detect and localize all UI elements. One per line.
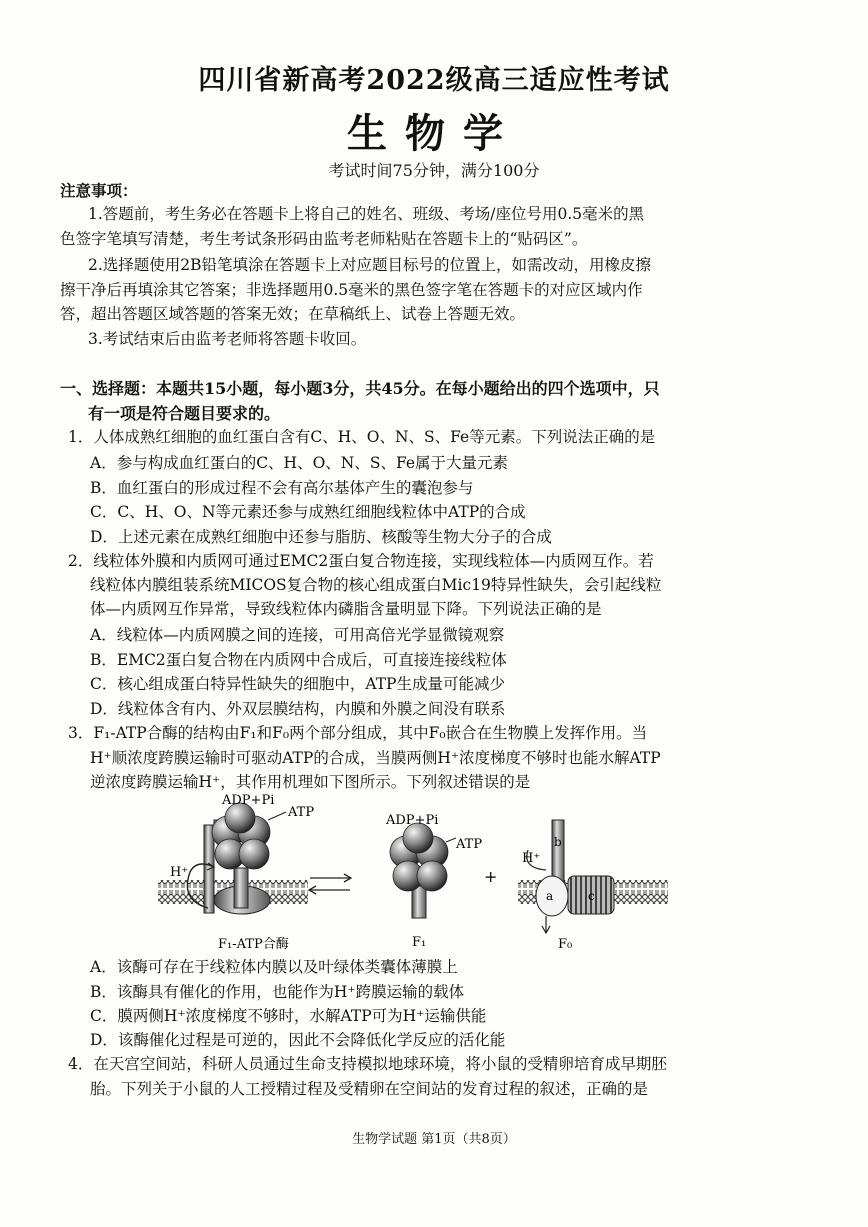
q1-option-c: C．C、H、O、N等元素还参与成熟红细胞线粒体中ATP的合成 (90, 503, 526, 521)
q2-stem: 2．线粒体外膜和内质网可通过EMC2蛋白复合物连接，实现线粒体—内质网互作。若 (68, 552, 654, 570)
q1-stem: 1．人体成熟红细胞的血红蛋白含有C、H、O、N、S、Fe等元素。下列说法正确的是 (68, 428, 656, 446)
page-footer: 生物学试题 第1页（共8页） (352, 1132, 516, 1147)
proton-label: H⁺ (522, 851, 541, 866)
subject-title: 生物学 (347, 110, 521, 157)
q2-option-c: C．核心组成蛋白特异性缺失的细胞中，ATP生成量可能减少 (90, 675, 505, 693)
notice-line: 3.考试结束后由监考老师将答题卡收回。 (88, 330, 367, 348)
q4-stem: 胎。下列关于小鼠的人工授精过程及受精卵在空间站的发育过程的叙述，正确的是 (90, 1080, 649, 1098)
adp-pi-label: ADP+Pi (386, 813, 439, 828)
q1-option-b: B．血红蛋白的形成过程不会有高尔基体产生的囊泡参与 (90, 479, 474, 497)
f1-atp-synthase-caption: F₁-ATP合酶 (218, 937, 289, 952)
atp-label: ATP (288, 805, 315, 820)
q4-stem: 4．在天宫空间站，科研人员通过生命支持模拟地球环境，将小鼠的受精卵培育成早期胚 (68, 1055, 667, 1073)
q2-option-a: A．线粒体—内质网膜之间的连接，可用高倍光学显微镜观察 (90, 626, 505, 644)
notice-line: 1.答题前，考生务必在答题卡上将自己的姓名、班级、考场/座位号用0.5毫米的黑 (88, 205, 645, 223)
subunit-c-label: c (588, 889, 595, 903)
notice-heading: 注意事项： (60, 181, 138, 200)
plus-sign: + (484, 867, 498, 886)
notice-line: 答，超出答题区域答题的答案无效；在草稿纸上、试卷上答题无效。 (60, 305, 526, 323)
subunit-sphere (417, 861, 447, 891)
q3-stem: 3．F₁-ATP合酶的结构由F₁和F₀两个部分组成，其中F₀嵌合在生物膜上发挥作用。当 (68, 724, 648, 742)
section-heading-cont: 有一项是符合题目要求的。 (88, 404, 281, 423)
q2-stem: 线粒体内膜组装系统MICOS复合物的核心组成蛋白Mic19特异性缺失，会引起线粒 (90, 576, 662, 594)
subunit-a-label: a (546, 889, 554, 903)
section-heading: 一、选择题：本题共15小题，每小题3分，共45分。在每小题给出的四个选项中，只 (60, 379, 660, 398)
atp-label: ATP (456, 837, 483, 852)
f1-diagram (385, 813, 482, 950)
q3-option-d: D．该酶催化过程是可逆的，因此不会降低化学反应的活化能 (90, 1031, 506, 1049)
q3-option-b: B．该酶具有催化的作用，也能作为H⁺跨膜运输的载体 (90, 983, 465, 1001)
f1-atp-synthase-diagram (158, 793, 314, 952)
reversible-arrows (309, 874, 351, 894)
adp-pi-label: ADP+Pi (222, 793, 275, 808)
q2-option-b: B．EMC2蛋白复合物在内质网中合成后，可直接连接线粒体 (90, 651, 507, 669)
notice-line: 色签字笔填写清楚，考生考试条形码由监考老师粘贴在答题卡上的“贴码区”。 (60, 230, 588, 248)
subunit-sphere (239, 839, 269, 869)
f0-diagram (518, 820, 668, 952)
q2-stem: 体—内质网互作异常，导致线粒体内磷脂含量明显下降。下列说法正确的是 (90, 600, 602, 618)
notice-line: 擦干净后再填涂其它答案；非选择题用0.5毫米的黑色签字笔在答题卡的对应区域内作 (60, 281, 643, 299)
q3-option-a: A．该酶可存在于线粒体内膜以及叶绿体类囊体薄膜上 (90, 958, 458, 976)
exam-info: 考试时间75分钟，满分100分 (328, 161, 540, 180)
q1-option-a: A．参与构成血红蛋白的C、H、O、N、S、Fe属于大量元素 (90, 454, 509, 472)
proton-label: H⁺ (170, 865, 189, 880)
f1-caption: F₁ (412, 935, 427, 950)
q3-option-c: C．膜两侧H⁺浓度梯度不够时，水解ATP可为H⁺运输供能 (90, 1007, 487, 1025)
subunit-b-label: b (554, 835, 562, 849)
q2-option-d: D．线粒体含有内、外双层膜结构，内膜和外膜之间没有联系 (90, 700, 506, 718)
notice-line: 2.选择题使用2B铅笔填涂在答题卡上对应题目标号的位置上，如需改动，用橡皮擦 (88, 256, 652, 274)
f0-caption: F₀ (558, 937, 573, 952)
q1-option-d: D．上述元素在成熟红细胞中还参与脂肪、核酸等生物大分子的合成 (90, 528, 552, 546)
q3-stem: 逆浓度跨膜运输H⁺，其作用机理如下图所示。下列叙述错误的是 (90, 773, 531, 791)
q3-stem: H⁺顺浓度跨膜运输时可驱动ATP的合成，当膜两侧H⁺浓度梯度不够时也能水解ATP (90, 749, 661, 767)
exam-title: 四川省新高考2022级高三适应性考试 (198, 65, 670, 96)
atp-synthase-figure (150, 790, 770, 955)
